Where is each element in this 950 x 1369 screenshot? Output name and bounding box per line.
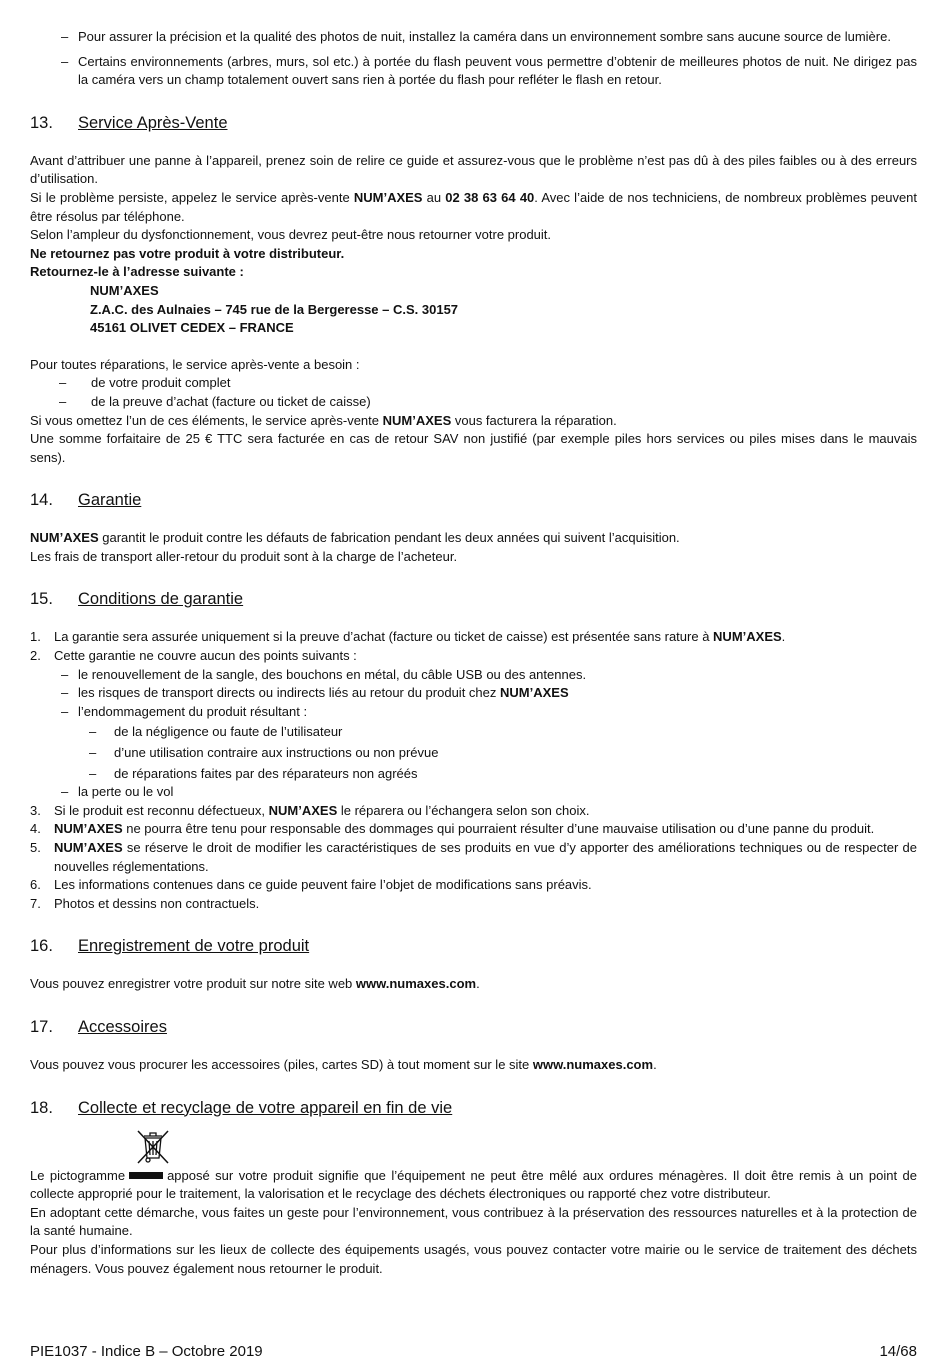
sub-sub-list-item: – d’une utilisation contraire aux instructions ou non prévue [89, 745, 439, 761]
section-number: 13. [30, 113, 53, 132]
section-title: Accessoires [78, 1017, 167, 1036]
paragraph: Pour plus d’informations sur les lieux de collecte des équipements usagés, vous pouvez contacter votre mairie ou le service de traitement des déchets ménagers. Vous pouvez également nous retourner le produit. [30, 1241, 917, 1276]
paragraph: Une somme forfaitaire de 25 € TTC sera facturée en cas de retour SAV non justifié (par exemple piles hors services ou piles mises dans le mauvais sens). [30, 431, 917, 465]
list-item: 4. NUM’AXES ne pourra être tenu pour responsable des dommages qui pourraient résulter d’une mauvaise utilisation ou d’une panne du produit. [30, 821, 875, 837]
section-title: Service Après-Vente [78, 113, 228, 132]
list-item [30, 53, 917, 90]
list-item: – de votre produit complet [30, 374, 917, 393]
weee-bar-symbol [129, 1172, 163, 1179]
page-footer [30, 1342, 917, 1362]
sub-list-item: – l’endommagement du produit résultant : [61, 703, 308, 719]
section-heading-17 [30, 1016, 917, 1038]
section-heading-18 [30, 1097, 917, 1119]
website-link[interactable]: www.numaxes.com [355, 976, 477, 992]
return-address [30, 282, 917, 338]
dash-bullet: – [59, 393, 67, 409]
dash-bullet: – [61, 29, 69, 44]
paragraph: Retournez-le à l’adresse suivante : [30, 264, 244, 280]
section-heading-14 [30, 489, 917, 511]
list-item: 3. Si le produit est reconnu défectueux, NUM’AXES le réparera ou l’échangera selon son choix. [30, 802, 590, 818]
address-line: Z.A.C. des Aulnaies – 745 rue de la Bergeresse – C.S. 30157 [90, 301, 459, 317]
paragraph: Pour toutes réparations, le service après-vente a besoin : [30, 356, 360, 372]
section-number: 18. [30, 1098, 53, 1117]
brand-name: NUM’AXES [353, 189, 423, 205]
paragraph: Vous pouvez vous procurer les accessoires (piles, cartes SD) à tout moment sur le site www.numaxes.com. [30, 1056, 657, 1072]
section-number: 15. [30, 590, 53, 609]
section-title: Collecte et recyclage de votre appareil en fin de vie [78, 1098, 453, 1117]
paragraph: Vous pouvez enregistrer votre produit sur notre site web www.numaxes.com. [30, 976, 480, 992]
list-item: 5. NUM’AXES se réserve le droit de modifier les caractéristiques de ses produits en vue d’y apporter des améliorations techniques ou de respecter de nouvelles réglementations. [30, 840, 917, 874]
sub-sub-list-item: – de la négligence ou faute de l’utilisateur [89, 724, 343, 740]
paragraph: Si le problème persiste, appelez le service après-vente NUM’AXES au 02 38 63 64 40. Avec l’aide de nos techniciens, de nombreux problèmes peuvent être résolus par téléphone. [30, 189, 918, 224]
sub-list-item: – la perte ou le vol [61, 784, 174, 800]
list-item: 7. Photos et dessins non contractuels. [30, 895, 260, 911]
phone-number: 02 38 63 64 40 [445, 189, 535, 205]
section-number: 17. [30, 1017, 53, 1036]
bullet-text: Certains environnements (arbres, murs, sol etc.) à portée du flash peuvent vous permettre d’obtenir de meilleures photos de nuit. Ne dirigez pas la caméra vers un champ totalement ouvert sans rien à portée du flash pour refléter le flash en retour. [78, 53, 917, 88]
section-number: 14. [30, 491, 53, 510]
address-line: NUM’AXES [90, 282, 159, 298]
section-number: 16. [30, 937, 53, 956]
bullet-text: Pour assurer la précision et la qualité des photos de nuit, installez la caméra dans un environnement sombre sans aucune source de lumière. [78, 29, 891, 44]
section-heading-16 [30, 935, 917, 957]
document-page [30, 28, 917, 1278]
numbered-list [30, 628, 917, 913]
section-title: Enregistrement de votre produit [78, 937, 310, 956]
website-link[interactable]: www.numaxes.com [532, 1056, 654, 1072]
section-heading-13 [30, 112, 917, 134]
sub-sub-list-item: – de réparations faites par des réparateurs non agréés [89, 765, 418, 781]
section-title: Conditions de garantie [78, 590, 244, 609]
page-number: 14/68 [879, 1343, 917, 1360]
paragraph: NUM’AXES garantit le produit contre les défauts de fabrication pendant les deux années qui suivent l’acquisition. [30, 530, 680, 546]
section-title: Garantie [78, 491, 142, 510]
sub-list-item: – le renouvellement de la sangle, des bouchons en métal, du câble USB ou des antennes. [61, 666, 587, 682]
crossed-out-wheelie-bin-icon [134, 1127, 172, 1165]
dash-bullet: – [59, 375, 67, 391]
paragraph: Avant d’attribuer une panne à l’appareil, prenez soin de relire ce guide et assurez-vous que le problème n’est pas dû à des piles faibles ou à des erreurs d’utilisation. [30, 152, 917, 187]
paragraph: Si vous omettez l’un de ces éléments, le service après-vente NUM’AXES vous facturera la réparation. [30, 412, 617, 428]
list-item: 6. Les informations contenues dans ce guide peuvent faire l’objet de modifications sans préavis. [30, 877, 592, 893]
paragraph: En adoptant cette démarche, vous faites un geste pour l’environnement, vous contribuez à la préservation des ressources naturelles et à la protection de la santé humaine. [30, 1204, 917, 1239]
paragraph: Selon l’ampleur du dysfonctionnement, vous devrez peut-être nous retourner votre produit. [30, 227, 552, 243]
list-item: – de la preuve d’achat (facture ou ticket de caisse) [30, 393, 917, 412]
paragraph: Les frais de transport aller-retour du produit sont à la charge de l’acheteur. [30, 548, 458, 564]
dash-bullet: – [61, 53, 69, 69]
document-reference: PIE1037 - Indice B – Octobre 2019 [30, 1343, 263, 1360]
list-item: 1. La garantie sera assurée uniquement si la preuve d’achat (facture ou ticket de caisse) est présentée sans rature à NUM’AXES. [30, 629, 786, 645]
warning-text: Ne retournez pas votre produit à votre distributeur. [30, 245, 345, 261]
list-item: 2. Cette garantie ne couvre aucun des points suivants : [30, 648, 357, 664]
list-item [30, 28, 917, 47]
sub-list-item: – les risques de transport directs ou indirects liés au retour du produit chez NUM’AXES [61, 685, 569, 701]
address-line: 45161 OLIVET CEDEX – FRANCE [90, 320, 294, 336]
section-heading-15 [30, 588, 917, 610]
paragraph: Le pictogramme apposé sur votre produit signifie que l’équipement ne peut être mêlé aux ordures ménagères. Il doit être remis à un point de collecte approprié pour le traitement, la valorisation et le recyclage des déchets électroniques ou rapporté chez votre distributeur. [30, 1167, 917, 1202]
